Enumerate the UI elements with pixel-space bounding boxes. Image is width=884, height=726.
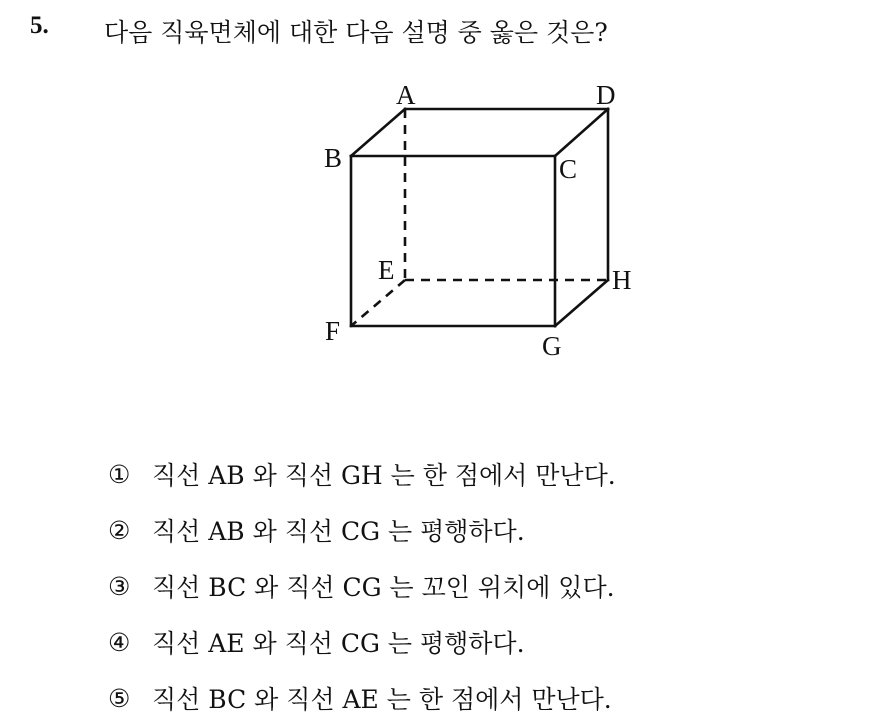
choice-2[interactable]: [108, 502, 616, 558]
choice-mark: ②: [108, 515, 131, 545]
edge-hg: [555, 280, 608, 326]
choice-3[interactable]: [108, 558, 616, 614]
cuboid-diagram: [310, 75, 650, 365]
question-text: 다음 직육면체에 대한 다음 설명 중 옳은 것은?: [104, 18, 608, 47]
edge-ab: [351, 109, 405, 156]
cuboid-figure: [310, 75, 650, 365]
choice-1[interactable]: [108, 446, 616, 502]
choice-text: 직선 AB 와 직선 CG 는 평행하다.: [152, 517, 525, 546]
edge-dc: [555, 109, 608, 156]
question-number: 5.: [30, 12, 49, 39]
vertex-label-f: F: [325, 316, 341, 346]
choice-mark: ④: [108, 627, 131, 657]
vertex-label-d: D: [596, 80, 616, 110]
choice-text: 직선 BC 와 직선 AE 는 한 점에서 만난다.: [152, 685, 612, 714]
choice-mark: ①: [108, 459, 131, 489]
choice-4[interactable]: [108, 614, 616, 670]
vertex-label-c: C: [559, 154, 578, 184]
edge-ef-hidden: [351, 280, 405, 326]
vertex-label-g: G: [542, 331, 562, 361]
choice-mark: ③: [108, 571, 131, 601]
answer-choices: [108, 446, 616, 726]
choice-5[interactable]: [108, 670, 616, 726]
vertex-label-h: H: [612, 265, 632, 295]
vertex-label-e: E: [378, 255, 395, 285]
vertex-label-b: B: [324, 143, 343, 173]
choice-text: 직선 AE 와 직선 CG 는 평행하다.: [152, 629, 525, 658]
vertex-label-a: A: [396, 80, 416, 110]
choice-mark: ⑤: [108, 683, 131, 713]
choice-text: 직선 BC 와 직선 CG 는 꼬인 위치에 있다.: [152, 573, 615, 602]
choice-text: 직선 AB 와 직선 GH 는 한 점에서 만난다.: [152, 461, 616, 490]
